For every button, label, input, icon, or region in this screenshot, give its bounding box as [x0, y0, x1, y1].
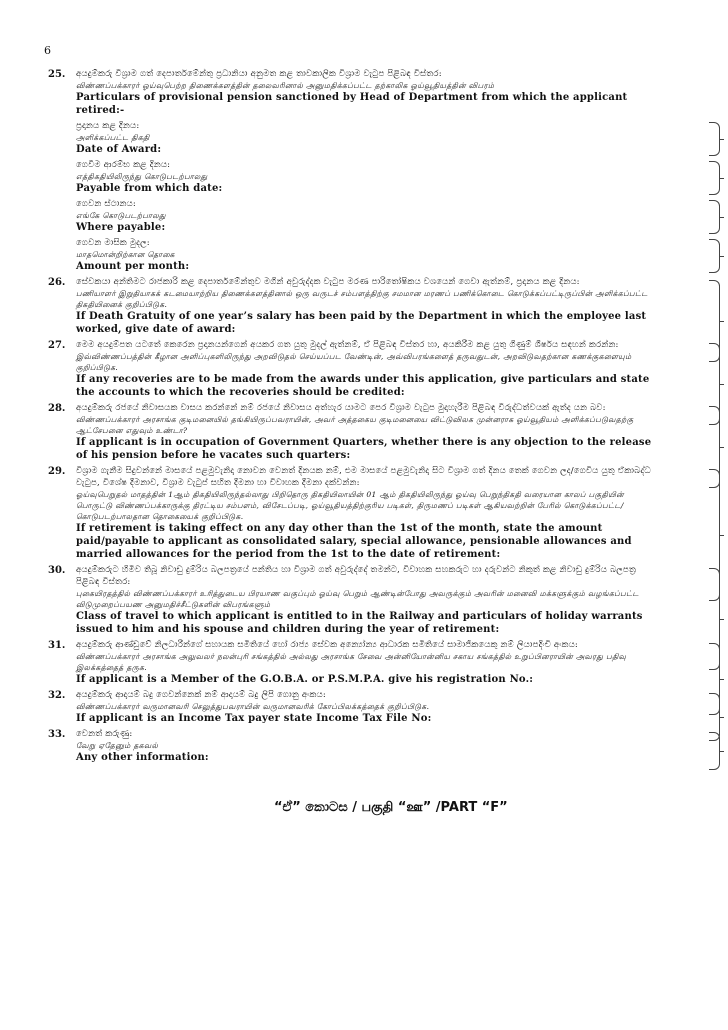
form-item-25 — [48, 68, 660, 273]
item-sinhala: අයදුම්කරුට හිමිව තිබූ නිවාඩු දුම්රිය බලපත්‍රයේ පන්තිය හා විශ්‍රාම ගත් අවුරුද්දේ තමන්ට, විවාහක සහකරුට හා දරුවන්ට නිකුත් කළ නිවාඩු දුම්රිය බලපත්‍ර පිළිබඳ විස්තර: — [76, 565, 636, 587]
item-number: 29. — [48, 466, 66, 477]
sub-field-date-of-award[interactable] — [76, 120, 660, 156]
item-tamil: விண்ணப்பக்காரர் அரசாங்க அலுவலர் நலன்புரி சங்கத்தில் அல்லது அரசாங்க சேவை அன்னியோன்னிய சகாய சங்கத்தில் உறுப்பினராயின் அவரது பதிவு இலக்கத்தைத் தருக. — [76, 652, 627, 672]
brace-mark — [709, 122, 720, 156]
item-sinhala: අයදුම්කරු ආණ්ඩුවේ නිලධාරීන්ගේ සහායක සමිතියේ හෝ රාජ්‍ය සේවක අන්‍යෝන්‍ය ආධාරක සමිතියේ සාමාජිකයෙකු නම් ලියාපදිංචි අංකය: — [76, 640, 578, 650]
form-item-28[interactable] — [48, 402, 660, 462]
sub-tamil: மாதமொன்றிற்கான தொகை — [76, 250, 175, 259]
sub-sinhala: ගෙවන මාසික මුදල: — [76, 238, 150, 248]
item-sinhala: විශ්‍රාම ගැනීම සිදුවන්නේ මාසයේ පළමුවැනිදා නොවන වෙනත් දිනයක නම්, එම මාසයේ පළමුවැනිදා සිට විශ්‍රාම ගත් දිනය තෙක් ගෙවන ලද/ගෙවිය යුතු ඒකාබද්ධ වැටුප, විශේෂ දීමනාව, විශ්‍රාම වැටුප් සහිත දීමනා හා විවාහක දීමනා දක්වන්න: — [76, 466, 651, 488]
item-english: Particulars of provisional pension sanctioned by Head of Department from which the applicant retired:- — [76, 92, 628, 116]
item-english: If any recoveries are to be made from the awards under this application, give particulars and state the accounts to which the recoveries should be credited: — [76, 374, 650, 398]
form-item-31[interactable] — [48, 639, 660, 686]
part-f-header: “ඒ” කොටස / பகுதி “ஊ” /PART “F” — [274, 800, 508, 815]
form-item-32[interactable] — [48, 689, 660, 725]
item-sinhala: මෙම අයදුම්පත යටතේ කෙරෙන ප්‍රදානයන්ගෙන් අයකර ගත යුතු මුදල් ඇත්නම්, ඒ පිළිබඳ විස්තර හා, අයකිරීම කළ යුතු ගිණුම් ශීර්ෂය සඳහන් කරන්න: — [76, 340, 619, 350]
item-sinhala: සේවකයා අන්තිමට රාජකාරි කළ දෙපාර්තමේන්තුව මගින් අවුරුද්දක වැටුප මරණ පාරිතෝෂිකය වශයෙන් ගෙවා ඇත්නම්, ප්‍රදානය කළ දිනය: — [76, 277, 580, 287]
item-english: Class of travel to which applicant is entitled to in the Railway and particulars of holiday warrants issued to him and his spouse and children during the year of retirement: — [76, 611, 643, 635]
item-english: If applicant is in occupation of Government Quarters, whether there is any objection to the release of his pension before he vacates such quarters: — [76, 437, 652, 461]
brace-mark — [709, 732, 720, 770]
sub-sinhala: ප්‍රදානය කළ දිනය: — [76, 121, 140, 131]
form-item-26[interactable] — [48, 276, 660, 336]
page-number: 6 — [44, 44, 51, 57]
form-item-29[interactable] — [48, 465, 660, 561]
item-number: 27. — [48, 340, 66, 351]
item-number: 30. — [48, 565, 66, 576]
brace-mark — [709, 161, 720, 195]
item-tamil: விண்ணப்பக்காரர் வருமானவரி செலுத்துபவராயின் வருமானவரிக் கோப்பிலக்கத்தைக் குறிப்பிடுக. — [76, 702, 430, 711]
item-tamil: பணியாளர் இறுதியாகக் கடமையாற்றிய திணைக்களத்தினால் ஒரு வருடச் சம்பளத்திற்கு சமமான மரணப் பணிக்கொடை கொடுக்கப்பட்டிருப்பின் அளிக்கப்பட்ட திகதியினைக் குறிப்பிடுக. — [76, 289, 648, 309]
item-tamil: விண்ணப்பக்காரர் ஓய்வுபெற்ற திணைக்களத்தின் தலைவரினால் அனுமதிக்கப்பட்ட தற்காலிக ஓய்வூதியத்தின் விபரம் — [76, 81, 495, 90]
brace-mark — [709, 200, 720, 234]
form-item-30[interactable] — [48, 564, 660, 636]
sub-english: Payable from which date: — [76, 183, 223, 194]
form-content — [48, 68, 660, 767]
sub-sinhala: ගෙවීම ආරම්භ කළ දිනය: — [76, 160, 171, 170]
sub-english: Where payable: — [76, 222, 166, 233]
sub-field-amount-per-month[interactable] — [76, 237, 660, 273]
item-number: 32. — [48, 690, 66, 701]
item-sinhala: අයදුම්කරු රජයේ නිවාසයක වාසය කරන්නේ නම් රජයේ නිවාසය අත්හැර යාමට පෙර විශ්‍රාම වැටුප මුදාහැරීම පිළිබඳ විරුද්ධත්වයක් ඇත්ද යන බව: — [76, 403, 606, 413]
item-english: If applicant is a Member of the G.O.B.A. or P.S.M.P.A. give his registration No.: — [76, 674, 534, 685]
item-english: If retirement is taking effect on any day other than the 1st of the month, state the amount paid/payable to applicant as consolidated salary, special allowance, pensionable allowances and married allowances for the period from the 1st to the date of retirement: — [76, 523, 632, 560]
sub-tamil: அளிக்கப்பட்ட திகதி — [76, 133, 150, 142]
item-tamil: விண்ணப்பக்காரர் அரசாங்க குடிமனையில் தங்கியிருப்பவராயின், அவர் அத்தகைய குடிமனையை விட்டுவிலக முன்னராக ஓய்வூதியம் அளிக்கப்படுவதற்கு ஆட்சேபனை எதுவும் உண்டா? — [76, 415, 634, 435]
form-item-33[interactable] — [48, 728, 660, 764]
item-tamil: இவ்விண்ணப்பத்தின் கீழான அளிப்புகளிலிருந்து அறவிடுதல் செய்யப்பட வேண்டின், அவ்விபரங்களைத் தருவதுடன், அறவிடுவதற்கான கணக்குகளையும் குறிப்பிடுக. — [76, 352, 632, 372]
item-number: 33. — [48, 729, 66, 740]
item-tamil: புகையிரதத்தில் விண்ணப்பக்காரர் உரித்துடைய பிரயாண வகுப்பும் ஓய்வு பெறும் ஆண்டின்போது அவருக்கும் அவரின் மனைவி மக்களுக்கும் வழங்கப்பட்ட விடுமுறைப்பயண அனுமதிச்சீட்டுகளின் விபரங்களும் — [76, 589, 639, 609]
sub-tamil: எங்கே கொடுபடற்பாலது — [76, 211, 166, 220]
brace-mark — [709, 239, 720, 273]
item-tamil: ஓய்வுபெறுதல் மாதத்தின் 1ஆம் திகதியிலிருந்தல்லாது பிறிதொரு திகதியிலாயின் 01 ஆம் திகதியிலிருந்து ஓய்வு பெறுந்திகதி வரையான காலப் பகுதியின் பொருட்டு விண்ணப்பக்காருக்கு திரட்டிய சம்பளம், விசேடப்படி, ஓய்வூதியத்திற்குரிய படிகள், திருமணப் படிகள் ஆகியவற்றின் பேரில் கொடுக்கப்பட்ட/கொடுபடற்பாலதான தொகையைக் குறிப்பிடுக. — [76, 490, 624, 521]
item-english: If applicant is an Income Tax payer state Income Tax File No: — [76, 713, 432, 724]
sub-tamil: எத்திகதியிலிருந்து கொடுபடற்பாலது — [76, 172, 208, 181]
sub-english: Amount per month: — [76, 261, 190, 272]
item-english: Any other information: — [76, 752, 209, 763]
item-sinhala: අයදුම්කරු ආදායම් බදු ගෙවන්නෙක් නම් ආදායම් බදු ලිපි ගොනු අංකය: — [76, 690, 326, 700]
sub-field-where-payable[interactable] — [76, 198, 660, 234]
item-number: 26. — [48, 277, 66, 288]
sub-sinhala: ගෙවන ස්ථානය: — [76, 199, 136, 209]
item-number: 25. — [48, 69, 66, 80]
item-sinhala: අයදුම්කරු විශ්‍රාම ගත් දෙපාර්තමේන්තු ප්‍රධානියා අනුමත කළ තාවකාලික විශ්‍රාම වැටුප පිළිබඳ විස්තර: — [76, 69, 442, 79]
item-number: 28. — [48, 403, 66, 414]
item-sinhala: වෙනත් කරුණු: — [76, 729, 133, 739]
sub-field-payable-from[interactable] — [76, 159, 660, 195]
item-english: If Death Gratuity of one year’s salary has been paid by the Department in which the employee last worked, give date of award: — [76, 311, 647, 335]
item-number: 31. — [48, 640, 66, 651]
form-item-27[interactable] — [48, 339, 660, 399]
item-tamil: வேறு ஏதேனும் தகவல் — [76, 741, 159, 750]
sub-english: Date of Award: — [76, 144, 162, 155]
